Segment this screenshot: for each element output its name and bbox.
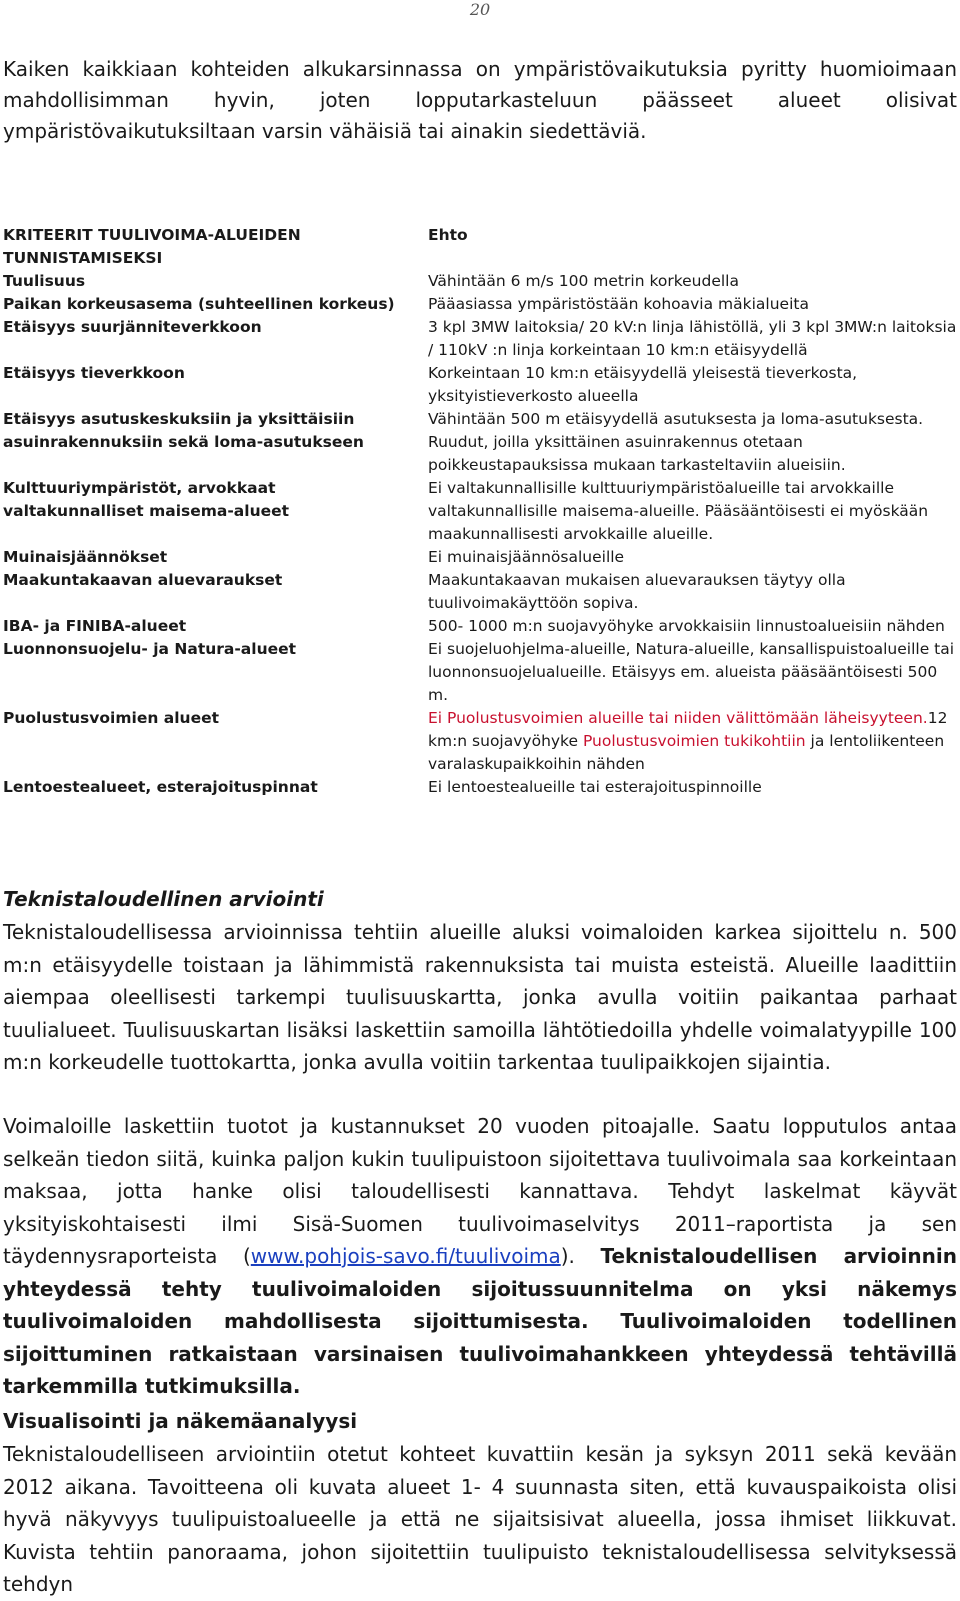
criterion-cell: Luonnonsuojelu- ja Natura-alueet [3, 640, 297, 658]
condition-cell: 500- 1000 m:n suojavyöhyke arvokkaisiin linnustoalueisiin nähden [428, 617, 945, 635]
header-condition: Ehto [428, 226, 468, 244]
condition-cell: Vähintään 6 m/s 100 metrin korkeudella [428, 272, 739, 290]
table-row [3, 776, 957, 799]
criterion-cell: Paikan korkeusasema (suhteellinen korkeus) [3, 295, 395, 313]
section-heading-visualisointi: Visualisointi ja näkemäanalyysi [3, 1409, 358, 1433]
table-row [3, 707, 957, 776]
header-criteria: KRITEERIT TUULIVOIMA-ALUEIDEN TUNNISTAMISEKSI [3, 226, 301, 267]
criterion-cell: Etäisyys tieverkkoon [3, 364, 185, 382]
table-header-row [3, 224, 957, 270]
criterion-cell: IBA- ja FINIBA-alueet [3, 617, 187, 635]
condition-text: 12 km:n suojavyöhyke [428, 709, 948, 750]
paragraph-text: Voimaloille laskettiin tuotot ja kustannukset 20 vuoden pitoajalle. Saatu lopputulos antaa selkeän tiedon siitä, kuinka paljon kukin tuulipuistoon sijoitettava tuulivoimala saa korkeintaan maksaa, jotta hanke olisi taloudellisesti kannattava. Tehdyt laskelmat käyvät yksityiskohtaisesti ilmi Sisä-Suomen tuulivoimaselvitys 2011–raportista ja sen täydennysraporteista ( [3, 1114, 957, 1268]
condition-cell: Pääasiassa ympäristöstään kohoavia mäkialueita [428, 295, 809, 313]
table-row [3, 362, 957, 408]
section1-paragraph-1: Teknistaloudellisessa arvioinnissa tehtiin alueille aluksi voimaloiden karkea sijoittelu n. 500 m:n etäisyydelle toistaan ja lähimmistä rakennuksista tai muista esteistä. Alueille laadittiin aiempaa oleellisesti tarkempi tuulisuuskartta, jonka avulla voitiin paikantaa parhaat tuulialueet. Tuulisuuskartan lisäksi laskettiin samoilla lähtötiedoilla yhdelle voimalatyypille 100 m:n korkeudelle tuottokartta, jonka avulla voitiin tarkentaa tuulipaikkojen sijaintia. [3, 920, 957, 1074]
criterion-cell: Kulttuuriympäristöt, arvokkaat valtakunnalliset maisema-alueet [3, 479, 290, 520]
condition-cell: Ei muinaisjäännösalueille [428, 548, 625, 566]
criteria-table [3, 224, 957, 799]
criterion-cell: Etäisyys suurjänniteverkkoon [3, 318, 262, 336]
criterion-cell: Muinaisjäännökset [3, 548, 168, 566]
criterion-cell: Tuulisuus [3, 272, 86, 290]
criterion-cell: Etäisyys asutuskeskuksiin ja yksittäisiin asuinrakennuksiin sekä loma-asutukseen [3, 410, 364, 451]
paragraph-bold-text: Teknistaloudellisen arvioinnin yhteydessä tehty tuulivoimaloiden sijoitussuunnitelma on yksi näkemys tuulivoimaloiden mahdollisesta sijoittumisesta. Tuulivoimaloiden todellinen sijoittuminen ratkaistaan varsinaisen tuulivoimahankkeen yhteydessä tehtävillä tarkemmilla tutkimuksilla. [3, 1244, 957, 1398]
intro-paragraph: Kaiken kaikkiaan kohteiden alkukarsinnassa on ympäristövaikutuksia pyritty huomioimaan mahdollisimman hyvin, joten lopputarkasteluun päässeet alueet olisivat ympäristövaikutuksiltaan varsin vähäisiä tai ainakin siedettäviä. [3, 57, 957, 143]
table-row [3, 615, 957, 638]
condition-cell [428, 707, 957, 776]
condition-cell: Ei lentoestealueille tai esterajoituspinnoille [428, 778, 762, 796]
table-row [3, 270, 957, 293]
table-row [3, 569, 957, 615]
paragraph-text: ). [560, 1244, 601, 1268]
table-row [3, 546, 957, 569]
page-number: 20 [469, 0, 491, 19]
table-row [3, 638, 957, 707]
condition-red-text: Puolustusvoimien tukikohtiin [582, 732, 806, 750]
pohjois-savo-link[interactable]: www.pohjois-savo.fi/tuulivoima [250, 1244, 561, 1268]
table-row [3, 408, 957, 477]
section-heading-teknistaloudellinen: Teknistaloudellinen arviointi [3, 887, 324, 911]
condition-cell: Ei suojeluohjelma-alueille, Natura-alueille, kansallispuistoalueille tai luonnonsuojelualueille. Etäisyys em. alueista pääsääntöisesti 500 m. [428, 640, 955, 704]
condition-cell: Vähintään 500 m etäisyydellä asutuksesta ja loma-asutuksesta. Ruudut, joilla yksittäinen asuinrakennus otetaan poikkeustapauksissa mukaan tarkasteltaviin alueisiin. [428, 410, 924, 474]
condition-cell: Ei valtakunnallisille kulttuuriympäristöalueille tai arvokkaille valtakunnallisille maisema-alueille. Pääsääntöisesti ei myöskään maakunnallisesti arvokkaille alueille. [428, 479, 929, 543]
table-row [3, 477, 957, 546]
criterion-cell: Maakuntakaavan aluevaraukset [3, 571, 283, 589]
table-row [3, 316, 957, 362]
section1-paragraph-2 [3, 1110, 957, 1403]
condition-cell: 3 kpl 3MW laitoksia/ 20 kV:n linja lähistöllä, yli 3 kpl 3MW:n laitoksia / 110kV :n linja korkeintaan 10 km:n etäisyydellä [428, 318, 957, 359]
criterion-cell: Lentoestealueet, esterajoituspinnat [3, 778, 318, 796]
condition-red-text: Ei Puolustusvoimien alueille tai niiden välittömään läheisyyteen. [428, 709, 928, 727]
condition-text: ja lentoliikenteen varalaskupaikkoihin nähden [428, 732, 945, 773]
condition-cell: Korkeintaan 10 km:n etäisyydellä yleisestä tieverkosta, yksityistieverkosto alueella [428, 364, 858, 405]
table-row [3, 293, 957, 316]
section2-paragraph-1: Teknistaloudelliseen arviointiin otetut kohteet kuvattiin kesän ja syksyn 2011 sekä kevään 2012 aikana. Tavoitteena oli kuvata alueet 1- 4 suunnasta siten, että kuvauspaikoista olisi hyvä näkyvyys tuulipuistoalueelle ja että ne sijaitsisivat alueella, jossa ihmiset liikkuvat. Kuvista tehtiin panoraama, johon sijoitettiin tuulipuisto teknistaloudellisessa selvityksessä tehdyn [3, 1442, 957, 1596]
criterion-cell: Puolustusvoimien alueet [3, 709, 220, 727]
condition-cell: Maakuntakaavan mukaisen aluevarauksen täytyy olla tuulivoimakäyttöön sopiva. [428, 571, 846, 612]
